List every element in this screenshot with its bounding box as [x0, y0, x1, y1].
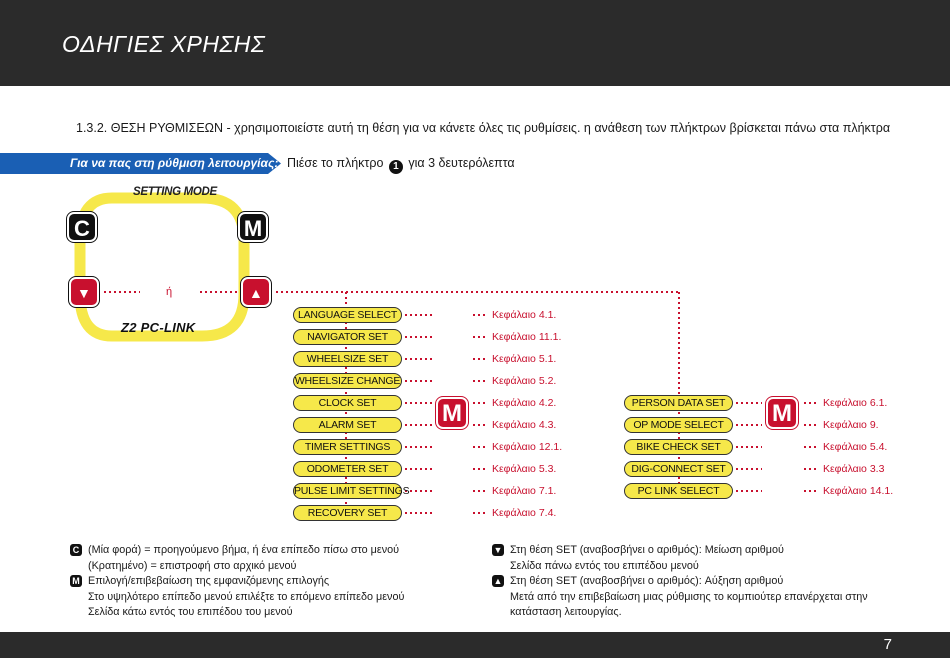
legend-text: Στη θέση SET (αναβοσβήνει ο αριθμός): Μείωση αριθμού — [510, 544, 784, 556]
section-intro: 1.3.2. ΘΕΣΗ ΡΥΘΜΙΣΕΩΝ - χρησιμοποιείστε αυτή τη θέση για να κάνετε όλες τις ρυθμίσεις. η ανάθεση των πλήκτρων βρίσκεται πάνω στα πλήκτρα — [76, 121, 891, 135]
instruction-banner — [0, 153, 282, 174]
chapter-ref: Κεφάλαιο 9. — [823, 419, 879, 431]
legend-row — [492, 559, 868, 575]
legend-right — [492, 543, 868, 621]
header-title: ΟΔΗΓΙΕΣ ΧΡΗΣΗΣ — [62, 31, 266, 57]
chapter-ref: Κεφάλαιο 6.1. — [823, 397, 888, 409]
legend-row — [70, 574, 404, 590]
menu-item: CLOCK SET — [293, 395, 402, 411]
page-number: 7 — [883, 636, 892, 653]
legend-text: Σελίδα κάτω εντός του επιπέδου του μενού — [88, 606, 293, 618]
up-arrow-key-icon: ▲ — [241, 277, 271, 307]
legend-row — [492, 605, 868, 621]
down-arrow-key-icon: ▼ — [69, 277, 99, 307]
up-arrow-key-icon: ▲ — [493, 576, 503, 586]
menu-item: LANGUAGE SELECT — [293, 307, 402, 323]
device-brand: Z2 PC-LINK — [121, 320, 196, 335]
chapter-ref: Κεφάλαιο 5.3. — [492, 463, 557, 475]
m-key-icon: M — [70, 575, 82, 587]
chapter-ref: Κεφάλαιο 5.2. — [492, 375, 557, 387]
instruction-label: Για να πας στη ρύθμιση λειτουργίας: — [70, 156, 279, 170]
legend-row — [492, 590, 868, 606]
chapter-ref: Κεφάλαιο 11.1. — [492, 331, 562, 343]
menu-item: ODOMETER SET — [293, 461, 402, 477]
instruction-text-after: για 3 δευτερόλεπτα — [408, 156, 515, 170]
legend-row — [492, 574, 868, 590]
key-1-icon: 1 — [389, 160, 403, 174]
legend-row — [492, 543, 868, 559]
chapter-ref: Κεφάλαιο 7.4. — [492, 507, 557, 519]
m-key-icon: M — [238, 212, 268, 242]
menu-item: WHEELSIZE CHANGE — [294, 375, 401, 387]
chapter-ref: Κεφάλαιο 5.4. — [823, 441, 888, 453]
chapter-ref: Κεφάλαιο 3.3 — [823, 463, 885, 475]
legend-text: Επιλογή/επιβεβαίωση της εμφανιζόμενης επιλογής — [88, 575, 330, 587]
legend-row — [70, 559, 404, 575]
chapter-ref: Κεφάλαιο 4.2. — [492, 397, 557, 409]
chapter-ref: Κεφάλαιο 14.1. — [823, 485, 894, 497]
menu-item: PC LINK SELECT — [624, 483, 733, 499]
c-key-icon: C — [70, 544, 82, 556]
menu-item: TIMER SETTINGS — [293, 439, 402, 455]
legend-text: κατάσταση λειτουργίας. — [510, 606, 622, 618]
down-arrow-key-icon: ▼ — [493, 545, 503, 555]
m-confirm-key-icon: M — [766, 397, 798, 429]
chapter-ref: Κεφάλαιο 4.3. — [492, 419, 557, 431]
instruction-text — [287, 156, 515, 174]
legend-text: (Μία φορά) = προηγούμενο βήμα, ή ένα επίπεδο πίσω στο μενού — [88, 544, 400, 556]
setting-mode-title: SETTING MODE — [133, 186, 217, 198]
menu-item: PULSE LIMIT SETTINGS — [294, 485, 410, 497]
page-footer — [0, 632, 950, 658]
menu-item: ALARM SET — [293, 417, 402, 433]
m-confirm-key-icon: M — [436, 397, 468, 429]
page-header — [0, 0, 950, 86]
menu-item: PERSON DATA SET — [624, 395, 733, 411]
legend-row — [70, 590, 404, 606]
settings-diagram — [0, 180, 950, 530]
legend-text: Στο υψηλότερο επίπεδο μενού επιλέξτε το επόμενο επίπεδο μενού — [88, 590, 405, 603]
legend-text: Σελίδα πάνω εντός του επιπέδου μενού — [510, 559, 699, 572]
menu-item: OP MODE SELECT — [624, 417, 733, 433]
legend-row — [70, 543, 404, 559]
legend-row — [70, 605, 404, 621]
legend-text: (Κρατημένο) = επιστροφή στο αρχικό μενού — [88, 559, 297, 572]
instruction-text-before: Πιέσε το πλήκτρο — [287, 156, 384, 170]
chapter-ref: Κεφάλαιο 7.1. — [492, 485, 557, 497]
or-label: ή — [166, 286, 173, 298]
legend-text: Στη θέση SET (αναβοσβήνει ο αριθμός): Αύξηση αριθμού — [510, 575, 784, 587]
menu-item: DIG-CONNECT SET — [624, 461, 733, 477]
legend-left — [70, 543, 404, 621]
diagram-lines — [0, 180, 950, 530]
menu-item: NAVIGATOR SET — [293, 329, 402, 345]
chapter-ref: Κεφάλαιο 5.1. — [492, 353, 557, 365]
menu-item: BIKE CHECK SET — [624, 439, 733, 455]
legend-text: Μετά από την επιβεβαίωση μιας ρύθμισης το κομπιούτερ επανέρχεται στην — [510, 590, 868, 603]
c-key-icon: C — [67, 212, 97, 242]
chapter-ref: Κεφάλαιο 12.1. — [492, 441, 563, 453]
chapter-ref: Κεφάλαιο 4.1. — [492, 309, 557, 321]
menu-item: RECOVERY SET — [293, 505, 402, 521]
menu-item: WHEELSIZE SET — [293, 351, 402, 367]
